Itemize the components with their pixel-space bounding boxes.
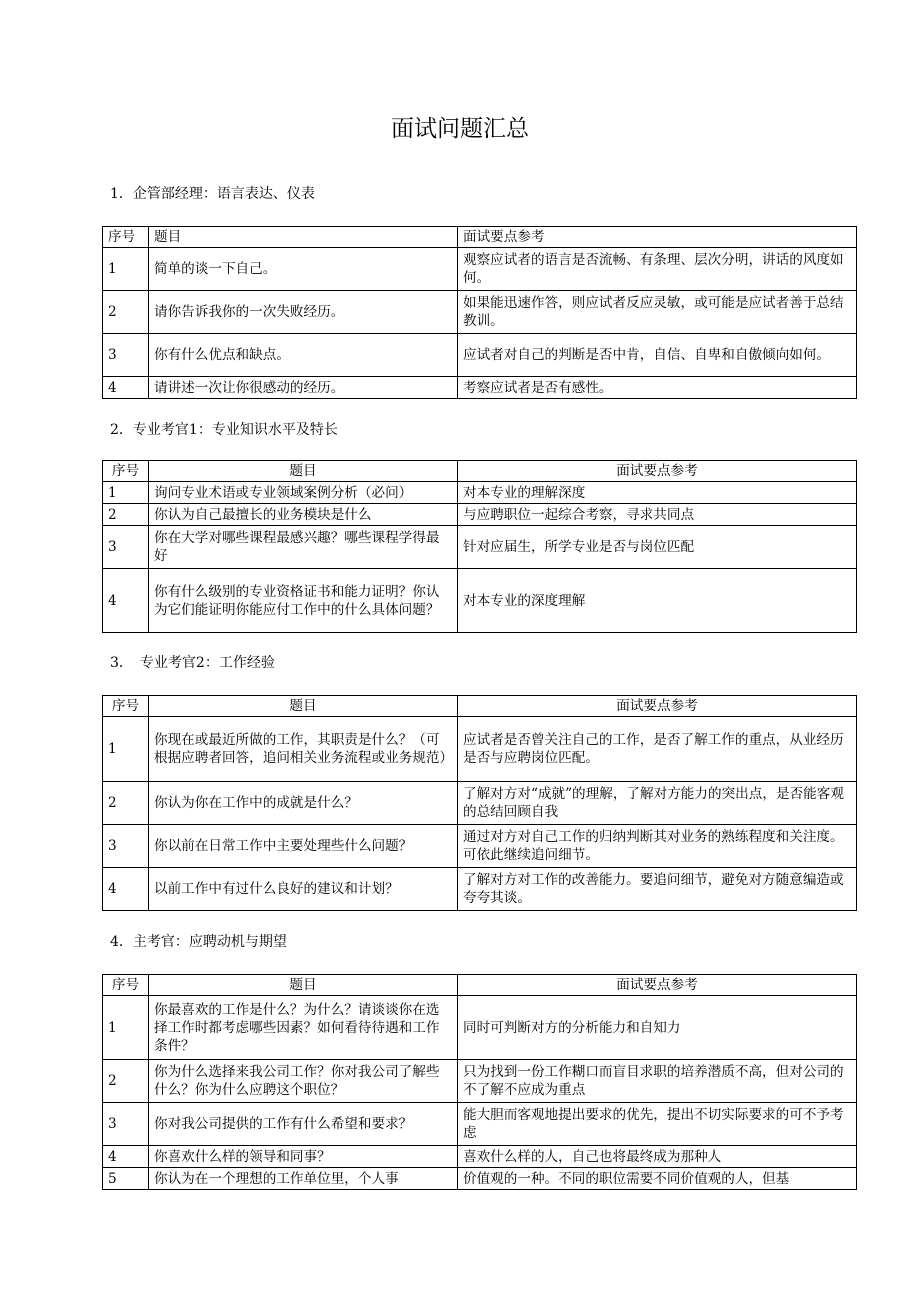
row-number: 3 <box>103 825 149 868</box>
table-header-row <box>103 227 857 248</box>
row-reference: 观察应试者的语言是否流畅、有条理、层次分明，讲话的风度如何。 <box>458 248 857 291</box>
row-number: 4 <box>103 377 149 399</box>
row-reference: 通过对方对自己工作的归纳判断其对业务的熟练程度和关注度。可依此继续追问细节。 <box>458 825 857 868</box>
table-row <box>103 1103 857 1146</box>
row-reference: 对本专业的深度理解 <box>458 569 857 633</box>
row-number: 1 <box>103 482 149 504</box>
section-heading-1: 1．企管部经理：语言表达、仪表 <box>110 186 315 202</box>
row-question: 以前工作中有过什么良好的建议和计划？ <box>149 868 458 911</box>
row-reference: 针对应届生，所学专业是否与岗位匹配 <box>458 526 857 569</box>
row-number: 1 <box>103 717 149 782</box>
table-row <box>103 825 857 868</box>
column-header-reference: 面试要点参考 <box>458 227 857 248</box>
column-header-question: 题目 <box>149 227 458 248</box>
row-number: 1 <box>103 248 149 291</box>
interview-table-2 <box>102 460 857 633</box>
row-number: 3 <box>103 334 149 377</box>
row-number: 2 <box>103 782 149 825</box>
row-reference: 了解对方对“成就”的理解，了解对方能力的突出点，是否能客观的总结回顾自我 <box>458 782 857 825</box>
row-number: 4 <box>103 868 149 911</box>
row-question: 请讲述一次让你很感动的经历。 <box>149 377 458 399</box>
table-header-row <box>103 461 857 482</box>
row-reference: 了解对方对工作的改善能力。要追问细节，避免对方随意编造或夸夸其谈。 <box>458 868 857 911</box>
row-number: 3 <box>103 1103 149 1146</box>
row-question: 你有什么级别的专业资格证书和能力证明？你认为它们能证明你能应付工作中的什么具体问题？ <box>149 569 458 633</box>
row-reference: 与应聘职位一起综合考察，寻求共同点 <box>458 504 857 526</box>
row-question: 你有什么优点和缺点。 <box>149 334 458 377</box>
row-question: 你以前在日常工作中主要处理些什么问题？ <box>149 825 458 868</box>
row-reference: 喜欢什么样的人，自己也将最终成为那种人 <box>458 1146 857 1168</box>
row-question: 你为什么选择来我公司工作？你对我公司了解些什么？你为什么应聘这个职位？ <box>149 1060 458 1103</box>
interview-table-1 <box>102 226 857 399</box>
row-question: 你认为自己最擅长的业务模块是什么 <box>149 504 458 526</box>
column-header-no: 序号 <box>103 461 149 482</box>
row-reference: 价值观的一种。不同的职位需要不同价值观的人，但基 <box>458 1168 857 1190</box>
row-reference: 应试者是否曾关注自己的工作，是否了解工作的重点，从业经历是否与应聘岗位匹配。 <box>458 717 857 782</box>
table-header-row <box>103 696 857 717</box>
column-header-no: 序号 <box>103 696 149 717</box>
row-number: 2 <box>103 1060 149 1103</box>
row-question: 请你告诉我你的一次失败经历。 <box>149 291 458 334</box>
table-row <box>103 569 857 633</box>
row-reference: 考察应试者是否有感性。 <box>458 377 857 399</box>
row-reference: 能大胆而客观地提出要求的优先，提出不切实际要求的可不予考虑 <box>458 1103 857 1146</box>
table-row <box>103 868 857 911</box>
row-reference: 如果能迅速作答，则应试者反应灵敏，或可能是应试者善于总结教训。 <box>458 291 857 334</box>
table-row <box>103 1168 857 1190</box>
table-header-row <box>103 975 857 996</box>
row-question: 你现在或最近所做的工作，其职责是什么？（可根据应聘者回答，追问相关业务流程或业务规范） <box>149 717 458 782</box>
table-row <box>103 526 857 569</box>
table-row <box>103 291 857 334</box>
column-header-question: 题目 <box>149 975 458 996</box>
row-question: 你认为在一个理想的工作单位里，个人事 <box>149 1168 458 1190</box>
row-question: 你认为你在工作中的成就是什么？ <box>149 782 458 825</box>
row-question: 你喜欢什么样的领导和同事？ <box>149 1146 458 1168</box>
row-number: 3 <box>103 526 149 569</box>
column-header-question: 题目 <box>149 696 458 717</box>
table-row <box>103 717 857 782</box>
table-row <box>103 782 857 825</box>
table-row <box>103 377 857 399</box>
table-row <box>103 1146 857 1168</box>
row-question: 你对我公司提供的工作有什么希望和要求？ <box>149 1103 458 1146</box>
table-row <box>103 1060 857 1103</box>
row-question: 你最喜欢的工作是什么？为什么？请谈谈你在选择工作时都考虑哪些因素？如何看待待遇和工作条件？ <box>149 996 458 1060</box>
interview-table-3 <box>102 695 857 911</box>
column-header-question: 题目 <box>149 461 458 482</box>
row-number: 2 <box>103 504 149 526</box>
row-number: 4 <box>103 1146 149 1168</box>
page-title: 面试问题汇总 <box>391 116 529 142</box>
interview-table-4 <box>102 974 857 1190</box>
column-header-no: 序号 <box>103 975 149 996</box>
row-question: 简单的谈一下自己。 <box>149 248 458 291</box>
row-reference: 只为找到一份工作糊口而盲目求职的培养潜质不高，但对公司的不了解不应成为重点 <box>458 1060 857 1103</box>
row-number: 1 <box>103 996 149 1060</box>
column-header-no: 序号 <box>103 227 149 248</box>
column-header-reference: 面试要点参考 <box>458 975 857 996</box>
row-reference: 应试者对自己的判断是否中肯，自信、自卑和自傲倾向如何。 <box>458 334 857 377</box>
row-reference: 同时可判断对方的分析能力和自知力 <box>458 996 857 1060</box>
row-number: 4 <box>103 569 149 633</box>
column-header-reference: 面试要点参考 <box>458 696 857 717</box>
table-row <box>103 482 857 504</box>
row-reference: 对本专业的理解深度 <box>458 482 857 504</box>
table-row <box>103 248 857 291</box>
section-heading-3: 3． 专业考官2：工作经验 <box>110 655 275 671</box>
row-question: 你在大学对哪些课程最感兴趣？哪些课程学得最好 <box>149 526 458 569</box>
table-row <box>103 504 857 526</box>
row-question: 询问专业术语或专业领域案例分析（必问） <box>149 482 458 504</box>
section-heading-4: 4．主考官：应聘动机与期望 <box>110 934 287 950</box>
section-heading-2: 2．专业考官1：专业知识水平及特长 <box>110 422 338 438</box>
row-number: 5 <box>103 1168 149 1190</box>
table-row <box>103 996 857 1060</box>
table-row <box>103 334 857 377</box>
row-number: 2 <box>103 291 149 334</box>
column-header-reference: 面试要点参考 <box>458 461 857 482</box>
